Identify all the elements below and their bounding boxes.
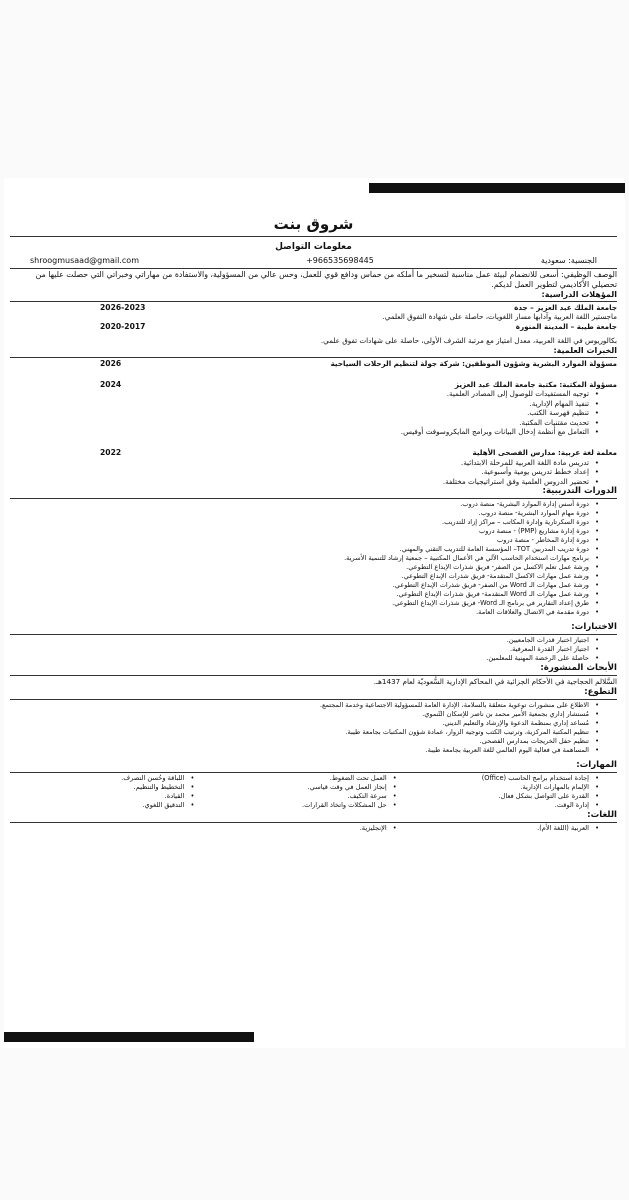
school-name: جامعة الملك عبد العزيز – جدة <box>514 303 617 312</box>
list-item: • مُستشار إداري بجمعية الأمير محمد بن ناصر للإسكان التّنموي. <box>10 710 589 719</box>
job-year: 2022 <box>100 448 122 458</box>
list-item: • إدارة الوقت. <box>415 801 589 810</box>
list-item: • إنجاز العمل في وقت قياسي. <box>212 783 386 792</box>
nationality: الجنسية: سعودية <box>540 256 597 265</box>
decor-bar-top <box>369 183 625 193</box>
divider <box>10 675 617 676</box>
list-item: • تحديث مقتنيات المكتبة. <box>10 418 589 427</box>
list-item: • حل المشكلات واتخاذ القرارات. <box>212 801 386 810</box>
list-item: • تنظيم فهرسة الكتب. <box>10 408 589 417</box>
contact-row <box>10 255 617 267</box>
list-item: • دورة أسس إدارة الموارد البشرية- منصة دروب. <box>10 500 589 509</box>
list-item: • توجيه المستفيدات للوصول إلى المصادر العلمية. <box>10 389 589 398</box>
divider <box>10 634 617 635</box>
experience-item <box>10 380 617 389</box>
list-item: • دورة إدارة المخاطر - منصة دروب <box>10 536 589 545</box>
list-item: • إجادة استخدام برامج الحاسب (Office) <box>415 774 589 783</box>
list-item: • تحضير الدروس العلمية وفق استراتيجيات مختلفة. <box>10 477 589 486</box>
divider <box>10 301 617 302</box>
job-year: 2026 <box>100 358 122 368</box>
divider <box>10 699 617 700</box>
languages-list <box>415 824 617 833</box>
list-item: • سرعة التكيف. <box>212 792 386 801</box>
education-item <box>10 303 617 312</box>
divider <box>10 357 617 358</box>
divider <box>10 498 617 499</box>
volunteer-heading: التطوع: <box>584 686 617 697</box>
list-item: • برنامج مهارات استخدام الحاسب الآلي في الأعمال المكتبية – جمعية إرشاد للتنمية الأسرية. <box>10 554 589 563</box>
list-item: • ورشة عمل مهارات الـ Word المتقدمة- فريق شذرات الإبداع التطوعي. <box>10 590 589 599</box>
list-item: • دورة مقدمة في الاتصال والعلاقات العامة. <box>10 608 589 617</box>
job-duties <box>10 458 617 486</box>
list-item: • التعامل مع أنظمة إدخال البيانات وبرامج المايكروسوفت أوفيس. <box>10 427 589 436</box>
list-item: • طرق إعداد التقارير في برنامج الـ Word- فريق شذرات الإبداع التطوعي. <box>10 599 589 608</box>
education-heading: المؤهلات الدراسية: <box>541 290 617 299</box>
list-item: • التدقيق اللغوي. <box>10 801 184 810</box>
education-detail: ماجستير اللغة العربية وآدابها مسار اللغويات، حاصلة على شهادة التفوق العلمي. <box>382 312 617 322</box>
list-item: • دورة إدارة مشاريع (PMP) - منصة دروب <box>10 527 589 536</box>
list-item: • القدرة على التواصل بشكل فعال. <box>415 792 589 801</box>
list-item: • اجتياز اختبار قدرات الجامعيين. <box>10 636 589 645</box>
courses-list <box>10 500 617 617</box>
research-heading: الأبحاث المنشورة: <box>540 663 617 674</box>
volunteer-list <box>10 701 617 755</box>
education-years: 2026-2023 <box>100 303 146 312</box>
job-duties <box>10 389 617 436</box>
experience-item <box>10 448 617 457</box>
list-item: • دورة تدريب المدربين TOT– المؤسسة العامة للتدريب التقني والمهني. <box>10 545 589 554</box>
list-item: • تنظيم حفل الخريجات بمدارس الفصحى. <box>10 737 589 746</box>
list-item: • العمل تحت الضغوط. <box>212 774 386 783</box>
resume-page <box>4 178 625 1048</box>
education-detail: بكالوريوس في اللغة العربية، معدل امتياز مع مرتبة الشرف الأولى، حاصلة على شهادات تفوق علمي. <box>320 336 617 346</box>
languages-list <box>212 824 414 833</box>
divider <box>10 772 617 773</box>
job-title: مسؤولة الموارد البشرية وشؤون الموظفين: شركة جولة لتنظيم الرحلات السياحية <box>330 358 617 368</box>
list-item: • العربية (اللغة الأم). <box>415 824 589 833</box>
list-item: • تنفيذ المهام الإدارية. <box>10 399 589 408</box>
list-item: • تدريس مادة اللغة العربية للمرحلة الابتدائية. <box>10 458 589 467</box>
skills-column <box>212 774 414 810</box>
education-years: 2020-2017 <box>100 321 146 331</box>
skills-heading: المهارات: <box>576 759 617 770</box>
list-item: • مُساعد إداري بمنظمة الدعوة والإرشاد والتعليم الديني. <box>10 719 589 728</box>
contact-heading: معلومات التواصل <box>275 242 352 252</box>
list-item: • ورشة عمل مهارات الاكسل المتقدمة- فريق شذرات الإبداع التطوعي. <box>10 572 589 581</box>
tests-heading: الاختبارات: <box>571 622 617 633</box>
list-item: • حاصلة على الرخصة المهنية للمعلمين. <box>10 654 589 663</box>
divider <box>10 236 617 237</box>
phone-number: +966535698445 <box>306 256 374 265</box>
research-text: السَّلالم الحجاجية في الأحكام الجزائية في المحاكم الإدارية السُّعوديّة لعام 1437هـ. <box>373 677 617 687</box>
list-item: • تنظيم المكتبة المركزية، وترتيب الكتب وتوجيه الزوار، عمادة شؤون المكتبات بجامعة طيبة. <box>10 728 589 737</box>
resume-document <box>10 214 617 833</box>
job-title: معلمة لغة عربية: مدارس الفصحى الأهلية <box>472 448 617 458</box>
list-item: • دورة السكرتارية وإدارة المكاتب – مراكز إزاد للتدريب. <box>10 518 589 527</box>
list-item: • الإلمام بالمهارات الإدارية. <box>415 783 589 792</box>
divider <box>10 268 617 269</box>
list-item: • الإنجليزية. <box>212 824 386 833</box>
resume-name: شروق بنت <box>273 215 354 233</box>
skills-column <box>10 774 212 810</box>
skills-column <box>415 774 617 810</box>
list-item: • اجتياز اختبار القدرة المعرفية. <box>10 645 589 654</box>
experience-heading: الخبرات العلمية: <box>553 345 617 355</box>
decor-bar-bottom <box>4 1032 254 1042</box>
list-item: • القيادة. <box>10 792 184 801</box>
tests-list <box>10 636 617 663</box>
job-year: 2024 <box>100 380 122 390</box>
languages-columns <box>10 824 617 833</box>
list-item: • اللباقة وحُسن التصرف. <box>10 774 184 783</box>
list-item: • التخطيط والتنظيم. <box>10 783 184 792</box>
list-item: • ورشة عمل مهارات الـ Word من الصفر- فريق شذرات الإبداع التطوعي. <box>10 581 589 590</box>
email-address: shroogmusaad@gmail.com <box>30 256 139 265</box>
list-item: • الاطلاع على منشورات توعوية متعلقة بالسلامة، الإدارة العامة للمسؤولية الاجتماعية وخدمة المجتمع. <box>10 701 589 710</box>
languages-heading: اللغات: <box>587 809 617 820</box>
skills-columns <box>10 774 617 810</box>
list-item: • دورة مهام الموارد البشرية- منصة دروب. <box>10 509 589 518</box>
school-name: جامعة طيبة – المدينة المنورة <box>515 321 617 331</box>
experience-item <box>10 359 617 368</box>
education-item <box>10 322 617 331</box>
job-title: مسؤولة المكتبة: مكتبة جامعة الملك عبد العزيز <box>454 380 617 390</box>
list-item: • المساهمة في فعالية اليوم العالمي للغة العربية بجامعة طيبة. <box>10 746 589 755</box>
list-item: • إعداد خطط تدريس يومية وأسبوعية. <box>10 467 589 476</box>
courses-heading: الدورات التدريبية: <box>542 486 617 497</box>
list-item: • ورشة عمل تعلم الاكسل من الصفر- فريق شذرات الإبداع التطوعي. <box>10 563 589 572</box>
divider <box>10 822 617 823</box>
objective-text: الوصف الوظيفي: أسعى للانضمام لبيئة عمل مناسبة لتسخير ما أملكه من حماس ودافع قوي للعمل، وحس عالي من المسؤولية، والاستفادة من مهاراتي وخبراتي التي حصلت عليها من تحصيلي الأكاديمي لتطوير العمل لديكم. <box>35 270 617 289</box>
